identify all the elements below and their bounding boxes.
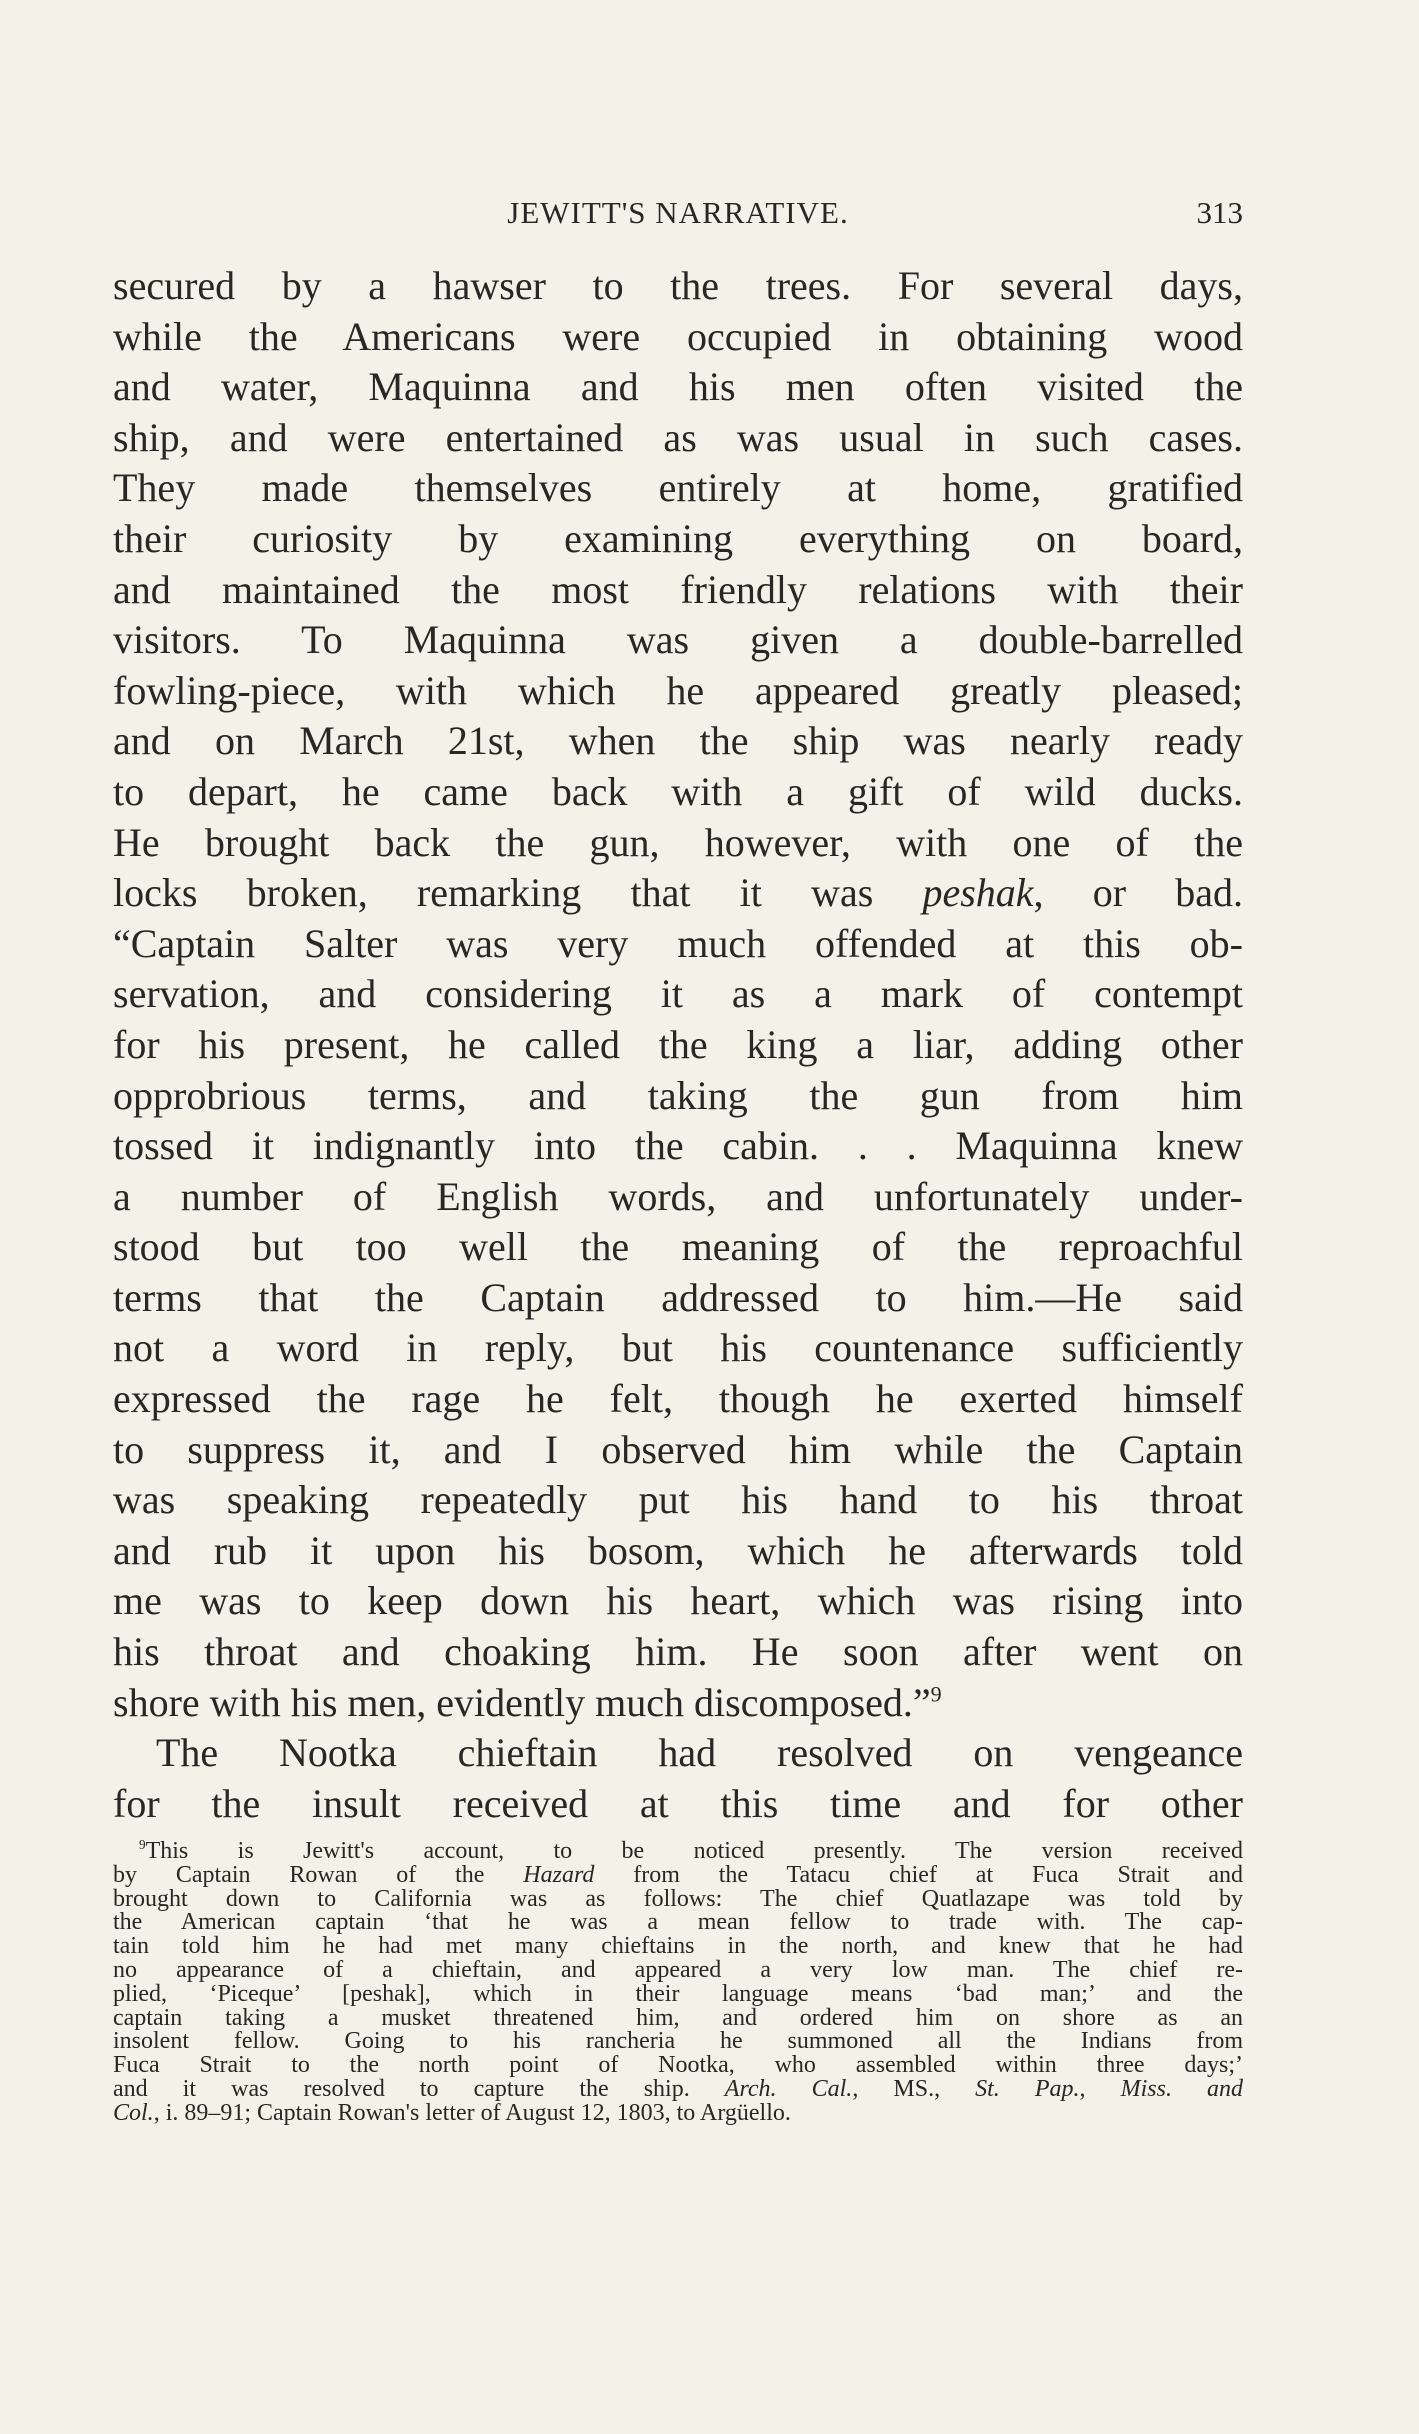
italic-text: Arch. Cal. [724,2075,853,2102]
text-line: secured by a hawser to the trees. For several days, [113,263,1243,308]
text-line: visitors. To Maquinna was given a double-barrelled [113,617,1243,663]
footnote-reference: 9 [930,1681,942,1707]
text-line: “Captain Salter was very much offended at this ob- [113,920,1243,966]
text-line: was speaking repeatedly put his hand to his throat [113,1477,1243,1523]
footnote-line: brought down to California was as follows: The chief Quatlazape was told by [113,1885,1243,1912]
footnote-line: Fuca Strait to the north point of Nootka, who assembled within three days;’ [113,2052,1243,2079]
footnote-line [113,2099,1243,2126]
text-line: opprobrious terms, and taking the gun from him [113,1072,1243,1118]
text-line: a number of English words, and unfortunately under- [113,1173,1243,1219]
text-line: terms that the Captain addressed to him.—He said [113,1274,1243,1320]
footnote-line: tain told him he had met many chieftains in the north, and knew that he had [113,1933,1243,1960]
italic-text: Hazard [523,1861,595,1888]
text-line [113,868,1243,919]
text-segment: shore with his men, evidently much discomposed.” [113,1679,931,1725]
footnote-line: insolent fellow. Going to his rancheria he summoned all the Indians from [113,2028,1243,2055]
footnote-line: plied, ‘Piceque’ [peshak], which in their language means ‘bad man;’ and the [113,1980,1243,2007]
text-segment: , MS., [852,2075,976,2102]
footnote-line: the American captain ‘that he was a mean fellow to trade with. The cap- [113,1909,1243,1936]
footnote-line [113,1861,1244,1888]
footnote-marker: 9 [139,1837,146,1852]
text-line: me was to keep down his heart, which was rising into [113,1578,1243,1624]
text-line: to depart, he came back with a gift of wild ducks. [113,768,1243,814]
italic-text: Col. [113,2099,154,2126]
text-segment: , or bad. [1033,870,1244,916]
footnote-line: captain taking a musket threatened him, and ordered him on shore as an [113,2004,1243,2031]
text-line: their curiosity by examining everything on board, [113,515,1243,561]
text-segment: locks broken, remarking that it was [113,870,923,916]
footnote-line: no appearance of a chieftain, and appeared a very low man. The chief re- [113,1956,1243,1983]
running-head [113,193,1243,233]
page-number: 313 [1196,195,1243,230]
running-title: JEWITT'S NARRATIVE. [507,195,849,230]
text-segment: , i. 89–91; Captain Rowan's letter of August 12, 1803, to Argüello. [153,2099,791,2126]
text-line: tossed it indignantly into the cabin. . . Maquinna knew [113,1123,1243,1169]
italic-text: peshak [922,870,1034,916]
text-segment: by Captain Rowan of the [113,1861,524,1888]
text-line: and water, Maquinna and his men often visited the [113,364,1243,410]
text-line: expressed the rage he felt, though he exerted himself [113,1376,1243,1422]
text-segment: , [1079,2075,1121,2102]
body-text [113,261,1243,1829]
footnote-line [113,1837,1243,1864]
text-line: He brought back the gun, however, with one of the [113,819,1243,865]
text-segment: This is Jewitt's account, to be noticed presently. The version received [145,1838,1243,1864]
text-line: stood but too well the meaning of the reproachful [113,1224,1243,1270]
italic-text: St. Pap. [975,2075,1080,2102]
text-line: for the insult received at this time and for other [113,1780,1243,1826]
text-line: and rub it upon his bosom, which he afterwards told [113,1527,1243,1573]
text-line: They made themselves entirely at home, gratified [113,465,1243,511]
text-line: not a word in reply, but his countenance sufficiently [113,1325,1243,1371]
text-line: ship, and were entertained as was usual in such cases. [113,414,1243,460]
text-line: The Nootka chieftain had resolved on vengeance [156,1730,1243,1776]
footnotes [113,1837,1244,2126]
text-line [113,1678,1243,1729]
text-line: servation, and considering it as a mark of contempt [113,971,1243,1017]
text-line: and on March 21st, when the ship was nearly ready [113,718,1243,764]
text-segment: and it was resolved to capture the ship. [113,2075,725,2102]
text-line: to suppress it, and I observed him while the Captain [113,1426,1243,1472]
text-line: while the Americans were occupied in obtaining wood [113,313,1243,359]
text-line: and maintained the most friendly relations with their [113,566,1243,612]
text-segment: from the Tatacu chief at Fuca Strait and [594,1861,1244,1888]
text-line: fowling-piece, with which he appeared greatly pleased; [113,667,1243,713]
footnote-line [113,2075,1244,2102]
italic-text: Miss. and [1120,2075,1244,2102]
text-line: his throat and choaking him. He soon after went on [113,1629,1243,1675]
text-line: for his present, he called the king a liar, adding other [113,1021,1243,1067]
